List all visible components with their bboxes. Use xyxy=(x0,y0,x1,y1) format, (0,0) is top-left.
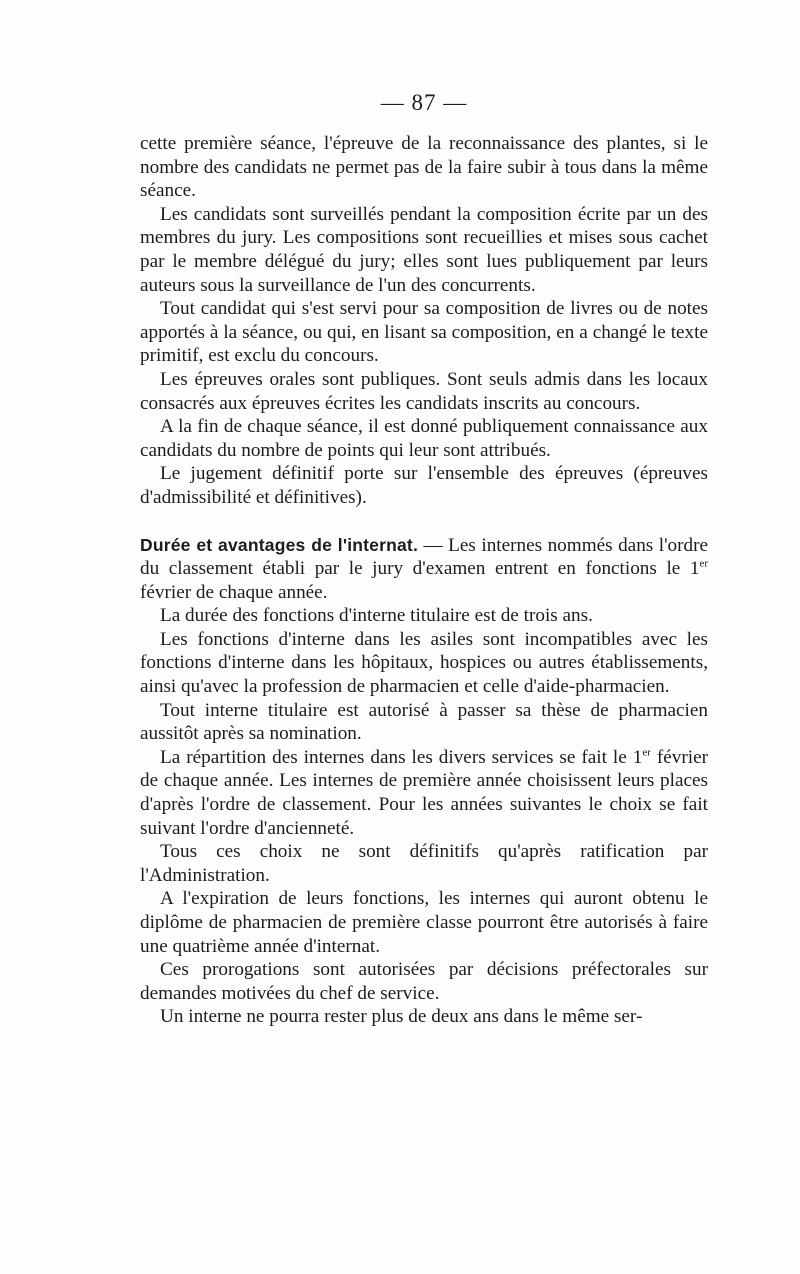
paragraph: Tout candidat qui s'est servi pour sa composition de livres ou de notes apportés à la séance, ou qui, en lisant sa composition, en a changé le texte primitif, est exclu du concours. xyxy=(140,298,708,367)
section-lead-paragraph xyxy=(140,534,708,605)
paragraph: Les fonctions d'interne dans les asiles sont incompatibles avec les fonctions d'interne dans les hôpitaux, hospices ou autres établissements, ainsi qu'avec la profession de pharmacien et celle d'aide-pharmacien. xyxy=(140,628,708,698)
repartition-text: La répartition des internes dans les divers services se fait le 1 xyxy=(160,746,643,768)
superscript: er xyxy=(699,557,708,570)
page-number: — 87 — xyxy=(380,90,468,115)
paragraph: La durée des fonctions d'interne titulaire est de trois ans. xyxy=(160,605,593,627)
paragraph: Le jugement définitif porte sur l'ensemble des épreuves (épreuves d'admissibilité et définitives). xyxy=(140,463,708,508)
section-lead-text: — Les internes nommés dans l'ordre du classement établi par le jury d'examen entrent en fonctions le 1 xyxy=(140,534,709,580)
section-title: Durée et avantages de l'internat. xyxy=(140,534,419,555)
section-gap xyxy=(140,510,708,534)
paragraph: cette première séance, l'épreuve de la reconnaissance des plantes, si le nombre des candidats ne permet pas de la faire subir à tous dans la même séance. xyxy=(140,133,708,202)
section-lead-text-end: février de chaque année. xyxy=(140,581,328,603)
paragraph: Tous ces choix ne sont définitifs qu'après ratification par l'Administration. xyxy=(140,841,708,886)
paragraph: Un interne ne pourra rester plus de deux ans dans le même ser- xyxy=(160,1006,643,1028)
repartition-text-end: février de chaque année. Les internes de première année choisissent leurs places d'après l'ordre de classement. Pour les années suivantes le choix se fait suivant l'ordre d'ancienneté. xyxy=(140,746,708,839)
paragraph: A l'expiration de leurs fonctions, les internes qui auront obtenu le diplôme de pharmacien de première classe pourront être autorisés à faire une quatrième année d'internat. xyxy=(140,888,708,957)
document-page xyxy=(140,88,708,1029)
superscript: er xyxy=(642,746,651,759)
paragraph-repartition xyxy=(140,746,708,840)
paragraph: Tout interne titulaire est autorisé à passer sa thèse de pharmacien aussitôt après sa nomination. xyxy=(140,699,708,745)
paragraph: Ces prorogations sont autorisées par décisions préfectorales sur demandes motivées du chef de service. xyxy=(140,959,708,1004)
paragraph: Les candidats sont surveillés pendant la composition écrite par un des membres du jury. Les compositions sont recueillies et mises sous cachet par le membre délégué du jury; elles sont lues publiquement par leurs auteurs sous la surveillance de l'un des concurrents. xyxy=(140,203,708,296)
body-text xyxy=(140,132,708,1029)
paragraph: A la fin de chaque séance, il est donné publiquement connaissance aux candidats du nombre de points qui leur sont attribués. xyxy=(140,416,708,461)
paragraph: Les épreuves orales sont publiques. Sont seuls admis dans les locaux consacrés aux épreuves écrites les candidats inscrits au concours. xyxy=(140,368,708,414)
